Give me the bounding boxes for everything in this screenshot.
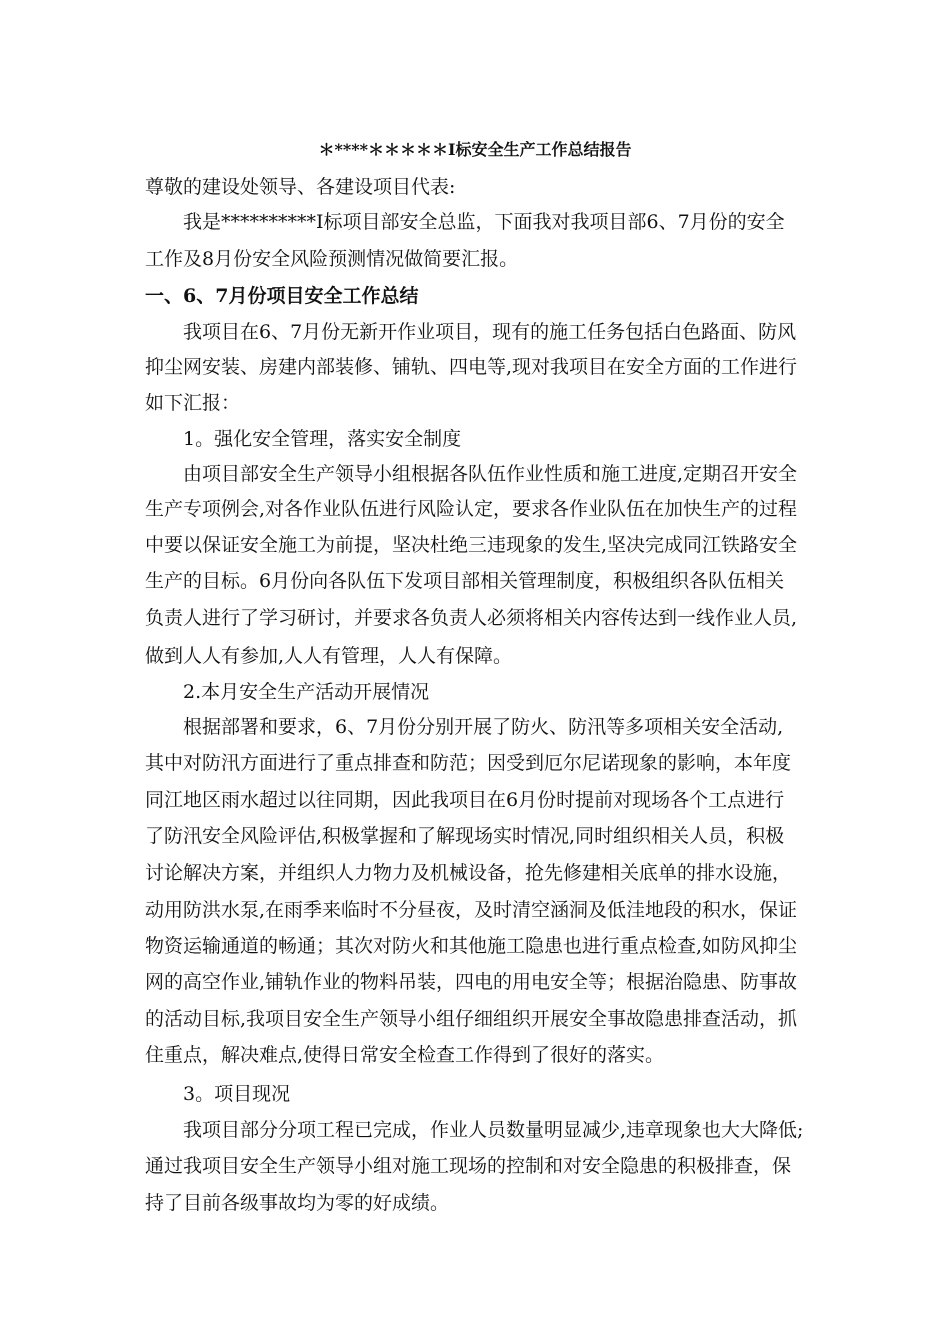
paragraph-line: 中要以保证安全施工为前提，坚决杜绝三违现象的发生,坚决完成同江铁路安全 [145,534,798,556]
document-title: ＊****＊＊＊＊＊I标安全生产工作总结报告 [318,140,632,159]
subsection-heading: 3。项目现况 [183,1083,291,1105]
paragraph-line: 持了目前各级事故均为零的好成绩。 [145,1192,450,1214]
paragraph-line: 住重点，解决难点,使得日常安全检查工作得到了很好的落实。 [145,1044,665,1066]
paragraph-line: 物资运输通道的畅通；其次对防火和其他施工隐患也进行重点检查,如防风抑尘 [145,935,798,957]
paragraph-line: 讨论解决方案，并组织人力物力及机械设备，抢先修建相关底单的排水设施， [145,862,792,884]
paragraph-line: 如下汇报： [145,392,241,414]
paragraph-line: 根据部署和要求，6、7月份分别开展了防火、防汛等多项相关安全活动, [183,716,784,738]
paragraph-line: 生产专项例会,对各作业队伍进行风险认定，要求各作业队伍在加快生产的过程 [145,498,798,520]
paragraph-line: 的活动目标,我项目安全生产领导小组仔细组织开展安全事故隐患排查活动，抓 [145,1008,798,1030]
paragraph-line: 网的高空作业,铺轨作业的物料吊装，四电的用电安全等；根据治隐患、防事故 [145,971,798,993]
paragraph-line: 负责人进行了学习研讨，并要求各负责人必须将相关内容传达到一线作业人员, [145,607,798,629]
paragraph-line: 做到人人有参加,人人有管理，人人有保障。 [145,645,513,667]
subsection-heading: 2.本月安全生产活动开展情况 [183,681,430,703]
paragraph-line: 工作及8月份安全风险预测情况做简要汇报。 [145,248,519,270]
paragraph-line: 通过我项目安全生产领导小组对施工现场的控制和对安全隐患的积极排查，保 [145,1155,792,1177]
paragraph-line: 动用防洪水泵,在雨季来临时不分昼夜，及时清空涵洞及低洼地段的积水，保证 [145,899,798,921]
paragraph-line: 我是**********I标项目部安全总监，下面我对我项目部6、7月份的安全 [183,211,785,233]
paragraph-line: 我项目在6、7月份无新开作业项目，现有的施工任务包括白色路面、防风 [183,321,797,343]
paragraph-line: 了防汛安全风险评估,积极掌握和了解现场实时情况,同时组织相关人员，积极 [145,825,785,847]
paragraph-line: 抑尘网安装、房建内部装修、铺轨、四电等,现对我项目在安全方面的工作进行 [145,356,798,378]
paragraph-line: 生产的目标。6月份向各队伍下发项目部相关管理制度，积极组织各队伍相关 [145,570,785,592]
salutation: 尊敬的建设处领导、各建设项目代表: [145,176,456,198]
paragraph-line: 我项目部分分项工程已完成，作业人员数量明显减少,违章现象也大大降低; [183,1119,804,1141]
paragraph-line: 同江地区雨水超过以往同期，因此我项目在6月份时提前对现场各个工点进行 [145,789,785,811]
subsection-heading: 1。强化安全管理，落实安全制度 [183,428,462,450]
paragraph-line: 其中对防汛方面进行了重点排查和防范；因受到厄尔尼诺现象的影响，本年度 [145,752,792,774]
section-heading: 一、6、7月份项目安全工作总结 [145,285,419,307]
paragraph-line: 由项目部安全生产领导小组根据各队伍作业性质和施工进度,定期召开安全 [183,463,798,485]
